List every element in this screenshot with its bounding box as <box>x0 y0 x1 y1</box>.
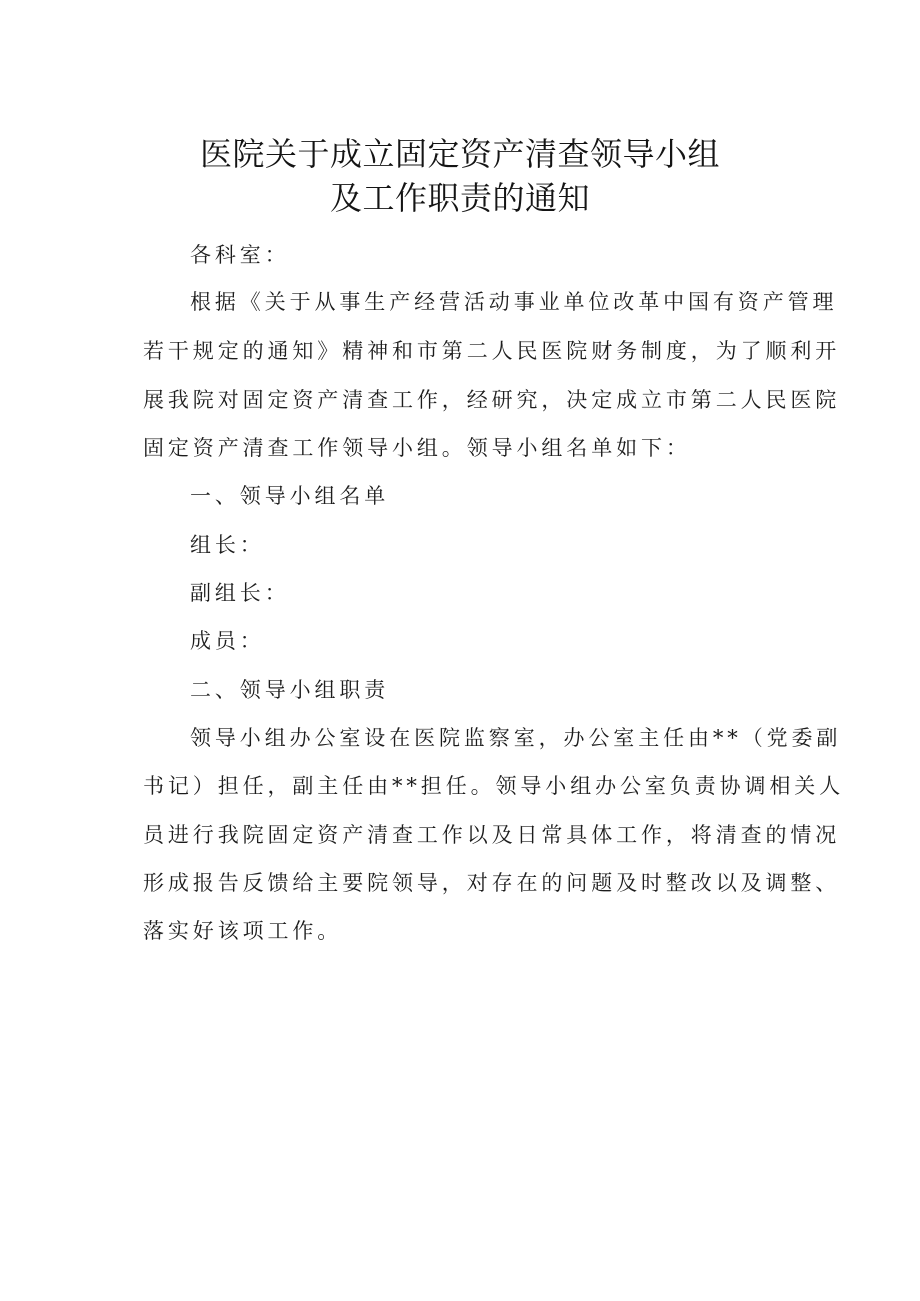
paragraph-2-line-5: 落实好该项工作。 <box>143 919 343 943</box>
paragraph-1-line-3: 展我院对固定资产清查工作，经研究，决定成立市第二人民医院 <box>143 388 841 412</box>
paragraph-2-line-1: 领导小组办公室设在医院监察室，办公室主任由**（党委副 <box>190 726 842 750</box>
paragraph-2-line-3: 员进行我院固定资产清查工作以及日常具体工作，将清查的情况 <box>143 823 841 847</box>
leader-label: 组长： <box>190 533 265 557</box>
document-title-line-1: 医院关于成立固定资产清查领导小组 <box>199 135 720 173</box>
members-label: 成员： <box>190 629 265 653</box>
paragraph-1-line-2: 若干规定的通知》精神和市第二人民医院财务制度，为了顺利开 <box>143 339 841 363</box>
section-1-heading: 一、领导小组名单 <box>190 484 390 508</box>
salutation: 各科室： <box>190 243 290 267</box>
paragraph-2-line-4: 形成报告反馈给主要院领导，对存在的问题及时整改以及调整、 <box>143 871 841 895</box>
paragraph-1-line-4: 固定资产清查工作领导小组。领导小组名单如下： <box>143 436 691 460</box>
paragraph-1-line-1: 根据《关于从事生产经营活动事业单位改革中国有资产管理 <box>190 290 838 314</box>
paragraph-2-line-2: 书记）担任，副主任由**担任。领导小组办公室负责协调相关人 <box>143 774 845 798</box>
document-title-line-2: 及工作职责的通知 <box>329 179 590 217</box>
section-2-heading: 二、领导小组职责 <box>190 678 390 702</box>
deputy-leader-label: 副组长： <box>190 581 290 605</box>
